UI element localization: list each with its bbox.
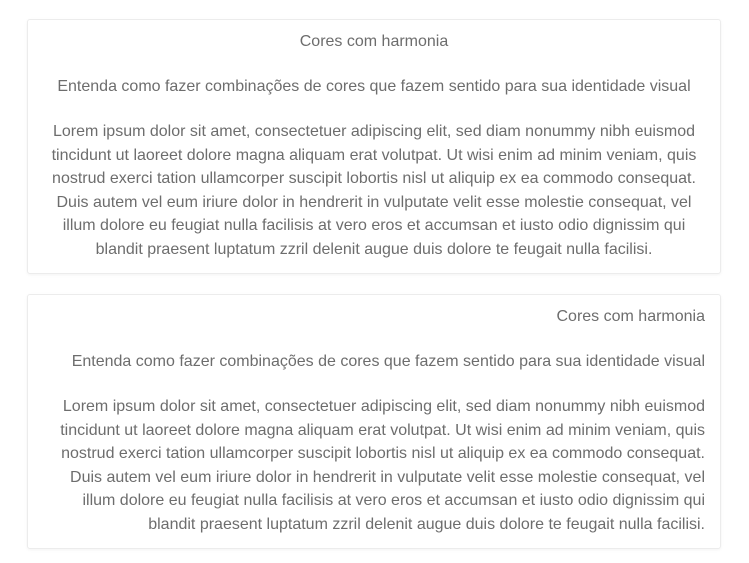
card-subtitle: Entenda como fazer combinações de cores que fazem sentido para sua identidade visual: [57, 77, 691, 95]
text-block-card-right-aligned[interactable]: [27, 294, 721, 549]
card-title: Cores com harmonia: [556, 308, 705, 325]
text-block-card-centered[interactable]: [27, 19, 721, 274]
card-subtitle: Entenda como fazer combinações de cores que fazem sentido para sua identidade visual: [71, 352, 705, 370]
card-body-paragraph: Lorem ipsum dolor sit amet, consectetuer adipiscing elit, sed diam nonummy nibh euismod tincidunt ut laoreet dolore magna aliquam erat volutpat. Ut wisi enim ad minim veniam, quis nostrud exerci tation ullamcorper suscipit lobortis nisl ut aliquip ex ea commodo consequat. Duis autem vel eum iriure dolor in hendrerit in vulputate velit esse molestie consequat, vel illum dolore eu feugiat nulla facilisis at vero eros et accumsan et iusto odio dignissim qui blandit praesent luptatum zzril delenit augue duis dolore te feugait nulla facilisi.: [51, 123, 697, 258]
card-body-paragraph: Lorem ipsum dolor sit amet, consectetuer adipiscing elit, sed diam nonummy nibh euismod tincidunt ut laoreet dolore magna aliquam erat volutpat. Ut wisi enim ad minim veniam, quis nostrud exerci tation ullamcorper suscipit lobortis nisl ut aliquip ex ea commodo consequat. Duis autem vel eum iriure dolor in hendrerit in vulputate velit esse molestie consequat, vel illum dolore eu feugiat nulla facilisis at vero eros et accumsan et iusto odio dignissim qui blandit praesent luptatum zzril delenit augue duis dolore te feugait nulla facilisi.: [60, 398, 705, 533]
card-title: Cores com harmonia: [299, 33, 449, 50]
